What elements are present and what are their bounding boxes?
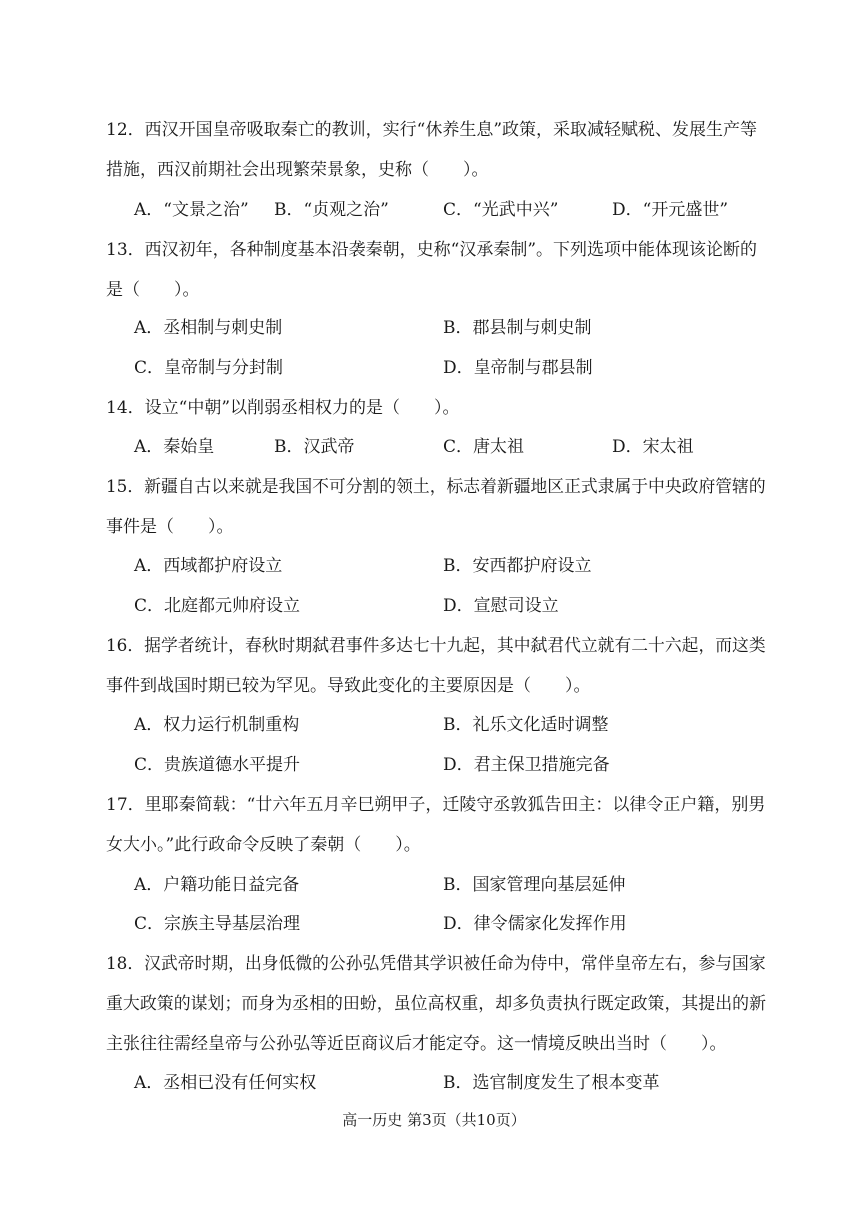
question-16-option-b[interactable]: B．礼乐文化适时调整 (443, 715, 609, 735)
question-14-option-a[interactable]: A．秦始皇 (134, 437, 215, 457)
question-12-option-c[interactable]: C．“光武中兴” (443, 200, 559, 220)
question-15-option-c[interactable]: C．北庭都元帅府设立 (134, 596, 301, 616)
question-13-line-1: 13．西汉初年，各种制度基本沿袭秦朝，史称“汉承秦制”。下列选项中能体现该论断的 (106, 240, 758, 260)
page-footer: 高一历史 第3页（共10页） (342, 1111, 526, 1129)
question-15-line-1: 15．新疆自古以来就是我国不可分割的领土，标志着新疆地区正式隶属于中央政府管辖的 (106, 477, 766, 497)
question-17-option-d[interactable]: D．律令儒家化发挥作用 (443, 914, 627, 934)
question-15-option-d[interactable]: D．宣慰司设立 (443, 596, 559, 616)
question-18-option-a[interactable]: A．丞相已没有任何实权 (134, 1073, 317, 1093)
question-13-line-2: 是（ ）。 (106, 280, 200, 300)
question-18-line-3: 主张往往需经皇帝与公孙弘等近臣商议后才能定夺。这一情境反映出当时（ ）。 (106, 1034, 727, 1054)
question-14-option-b[interactable]: B．汉武帝 (274, 437, 355, 457)
question-16-option-d[interactable]: D．君主保卫措施完备 (443, 755, 610, 775)
question-14-line-1: 14．设立“中朝”以削弱丞相权力的是（ ）。 (106, 398, 460, 418)
question-15-option-a[interactable]: A．西域都护府设立 (134, 556, 283, 576)
question-12-line-1: 12．西汉开国皇帝吸取秦亡的教训，实行“休养生息”政策，采取减轻赋税、发展生产等 (106, 120, 758, 140)
question-12-option-a[interactable]: A．“文景之治” (134, 200, 249, 220)
question-13-option-d[interactable]: D．皇帝制与郡县制 (443, 358, 593, 378)
question-17-option-c[interactable]: C．宗族主导基层治理 (134, 914, 301, 934)
question-16-line-1: 16．据学者统计，春秋时期弑君事件多达七十九起，其中弑君代立就有二十六起，而这类 (106, 636, 766, 656)
question-13-option-a[interactable]: A．丞相制与刺史制 (134, 318, 283, 338)
question-17-line-1: 17．里耶秦简载：“廿六年五月辛巳朔甲子，迁陵守丞敦狐告田主：以律令正户籍，别男 (106, 795, 766, 815)
question-17-option-a[interactable]: A．户籍功能日益完备 (134, 875, 300, 895)
question-15-option-b[interactable]: B．安西都护府设立 (443, 556, 592, 576)
question-18-line-1: 18．汉武帝时期，出身低微的公孙弘凭借其学识被任命为侍中，常伴皇帝左右，参与国家 (106, 954, 766, 974)
question-15-line-2: 事件是（ ）。 (106, 517, 234, 537)
question-17-line-2: 女大小。”此行政命令反映了秦朝（ ）。 (106, 835, 421, 855)
question-16-option-a[interactable]: A．权力运行机制重构 (134, 715, 300, 735)
question-16-line-2: 事件到战国时期已较为罕见。导致此变化的主要原因是（ ）。 (106, 676, 591, 696)
question-12-option-d[interactable]: D．“开元盛世” (612, 200, 729, 220)
question-18-option-b[interactable]: B．选官制度发生了根本变革 (443, 1073, 660, 1093)
question-14-option-c[interactable]: C．唐太祖 (443, 437, 525, 457)
question-18-line-2: 重大政策的谋划；而身为丞相的田蚡，虽位高权重，却多负责执行既定政策，其提出的新 (106, 994, 766, 1014)
question-17-option-b[interactable]: B．国家管理向基层延伸 (443, 875, 626, 895)
question-16-option-c[interactable]: C．贵族道德水平提升 (134, 755, 301, 775)
question-12-line-2: 措施，西汉前期社会出现繁荣景象，史称（ ）。 (106, 160, 489, 180)
question-12-option-b[interactable]: B．“贞观之治” (274, 200, 389, 220)
question-14-option-d[interactable]: D．宋太祖 (612, 437, 694, 457)
question-13-option-c[interactable]: C．皇帝制与分封制 (134, 358, 284, 378)
question-13-option-b[interactable]: B．郡县制与刺史制 (443, 318, 592, 338)
